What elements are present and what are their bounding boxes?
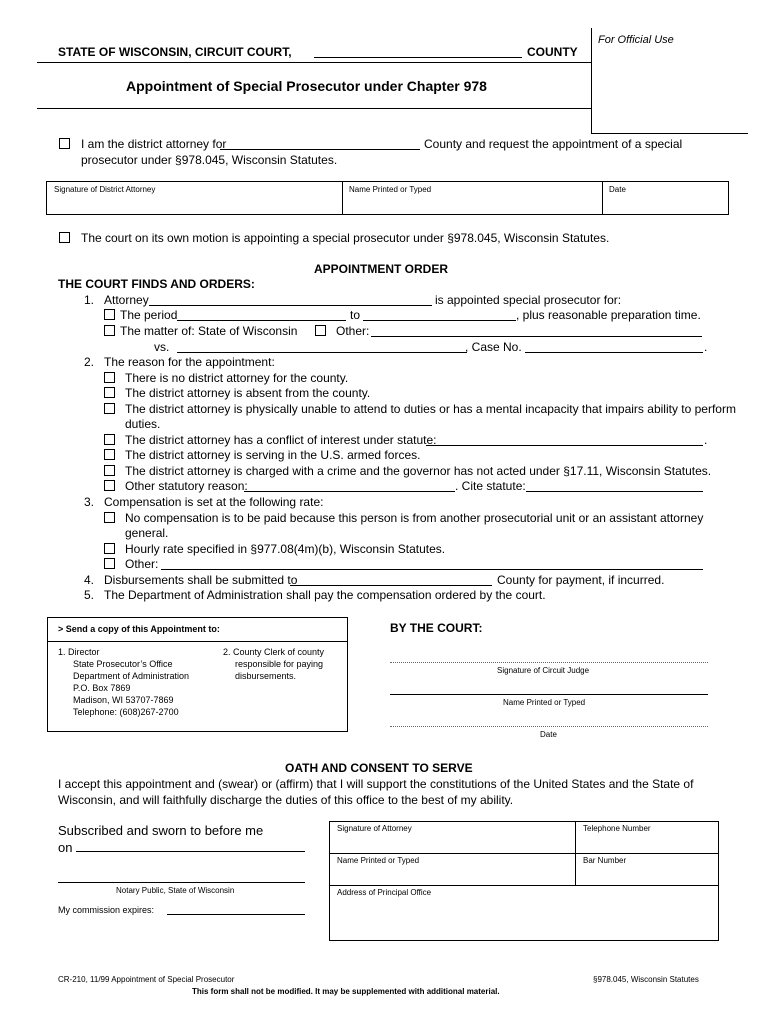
reason-absent-label: The district attorney is absent from the county. <box>125 386 371 400</box>
case-no-period: . <box>704 340 708 354</box>
commission-label: My commission expires: <box>58 905 155 915</box>
official-use-bottom-rule <box>591 133 748 134</box>
appointed-for-label: is appointed special prosecutor for: <box>435 293 622 307</box>
da-request-text-b: County and request the appointment of a special <box>424 137 683 151</box>
send-copy-address-2: State Prosecutor’s Office <box>73 659 173 669</box>
official-use-divider <box>591 28 592 133</box>
attorney-label: Attorney <box>104 293 149 307</box>
period-label: The period <box>120 308 178 322</box>
reason-unable-checkbox[interactable] <box>104 403 115 414</box>
reason-armed-forces-checkbox[interactable] <box>104 449 115 460</box>
da-county-field[interactable] <box>220 149 420 150</box>
send-copy-clerk-2: responsible for paying <box>235 659 324 669</box>
other-compensation-checkbox[interactable] <box>104 558 115 569</box>
notary-label: Notary Public, State of Wisconsin <box>116 886 235 895</box>
preparation-time-label: , plus reasonable preparation time. <box>516 308 701 322</box>
subscribed-on-label: on <box>58 840 73 855</box>
official-use-label: For Official Use <box>598 34 674 46</box>
item4-number: 4. <box>84 573 95 587</box>
item5-number: 5. <box>84 588 95 602</box>
cite-statute-field[interactable] <box>526 491 703 492</box>
judge-name-label: Name Printed or Typed <box>503 698 586 707</box>
reason-charged-label: The district attorney is charged with a crime and the governor has not acted under §17.11, Wisconsin Statutes. <box>125 464 712 478</box>
vs-label: vs. <box>154 340 170 354</box>
form-title: Appointment of Special Prosecutor under Chapter 978 <box>126 78 487 94</box>
other-matter-field[interactable] <box>371 336 702 337</box>
judge-signature-field[interactable] <box>390 662 708 663</box>
case-no-label: , Case No. <box>465 340 522 354</box>
form-id: CR-210, 11/99 Appointment of Special Prosecutor <box>58 975 235 984</box>
court-motion-checkbox[interactable] <box>59 232 70 243</box>
reason-other-label: Other statutory reason: <box>125 479 248 493</box>
by-court-heading: BY THE COURT: <box>390 621 483 635</box>
cite-statute-label: . Cite statute: <box>455 479 526 493</box>
conflict-period: . <box>704 433 708 447</box>
send-copy-address-6: Telephone: (608)267-2700 <box>73 707 179 717</box>
sworn-date-field[interactable] <box>76 851 305 852</box>
send-copy-rule <box>47 641 348 642</box>
matter-of-checkbox[interactable] <box>104 325 115 336</box>
no-compensation-label-cont: general. <box>125 526 169 540</box>
period-to-label: to <box>350 308 361 322</box>
disbursement-county-field[interactable] <box>290 585 492 586</box>
header-rule <box>37 62 591 63</box>
county-label: COUNTY <box>527 45 578 59</box>
send-copy-address-3: Department of Administration <box>73 671 190 681</box>
da-date-field[interactable]: Date <box>609 185 626 194</box>
send-copy-heading: > Send a copy of this Appointment to: <box>58 624 220 634</box>
da-name-field[interactable]: Name Printed or Typed <box>349 185 432 194</box>
reason-unable-label: The district attorney is physically unable to attend to duties or has a mental incapacity that impairs ability to perform <box>125 402 736 416</box>
send-copy-address-1: 1. Director <box>58 647 100 657</box>
attorney-info-table <box>329 821 719 941</box>
bar-number-field[interactable]: Bar Number <box>583 856 627 865</box>
reason-unable-label-cont: duties. <box>125 417 161 431</box>
reason-no-da-checkbox[interactable] <box>104 372 115 383</box>
send-copy-clerk-1: 2. County Clerk of county <box>223 647 325 657</box>
reason-other-checkbox[interactable] <box>104 480 115 491</box>
reason-heading: The reason for the appointment: <box>104 355 275 369</box>
da-request-text-line2: prosecutor under §978.045, Wisconsin Statutes. <box>81 153 338 167</box>
other-reason-field[interactable] <box>244 491 455 492</box>
court-date-label: Date <box>540 730 557 739</box>
reason-armed-forces-label: The district attorney is serving in the U.S. armed forces. <box>125 448 421 462</box>
attorney-name-printed-field[interactable]: Name Printed or Typed <box>337 856 420 865</box>
disbursements-label: Disbursements shall be submitted to <box>104 573 298 587</box>
hourly-rate-label: Hourly rate specified in §977.08(4m)(b), Wisconsin Statutes. <box>125 542 446 556</box>
da-signature-field[interactable]: Signature of District Attorney <box>54 185 156 194</box>
court-motion-text: The court on its own motion is appointing a special prosecutor under §978.045, Wisconsin Statutes. <box>81 231 610 245</box>
hourly-rate-checkbox[interactable] <box>104 543 115 554</box>
other-compensation-field[interactable] <box>161 569 703 570</box>
telephone-field[interactable]: Telephone Number <box>583 824 651 833</box>
attorney-table-divider <box>575 821 576 885</box>
doa-compensation-text: The Department of Administration shall pay the compensation ordered by the court. <box>104 588 546 602</box>
period-checkbox[interactable] <box>104 309 115 320</box>
attorney-name-field[interactable] <box>149 305 432 306</box>
county-name-field[interactable] <box>314 57 522 58</box>
conflict-statute-field[interactable] <box>426 445 703 446</box>
reason-conflict-label: The district attorney has a conflict of interest under statute: <box>125 433 437 447</box>
attorney-signature-field[interactable]: Signature of Attorney <box>337 824 412 833</box>
matter-of-label: The matter of: State of Wisconsin <box>120 324 298 338</box>
da-table-divider-2 <box>602 181 603 215</box>
reason-charged-checkbox[interactable] <box>104 465 115 476</box>
judge-name-field[interactable] <box>390 694 708 695</box>
case-number-field[interactable] <box>525 352 703 353</box>
notary-signature-field[interactable] <box>58 882 305 883</box>
period-end-field[interactable] <box>363 320 516 321</box>
principal-office-address-field[interactable]: Address of Principal Office <box>337 888 432 897</box>
other-matter-checkbox[interactable] <box>315 325 326 336</box>
modification-notice: This form shall not be modified. It may be supplemented with additional material. <box>192 987 500 996</box>
reason-absent-checkbox[interactable] <box>104 387 115 398</box>
da-request-text-a: I am the district attorney for <box>81 137 227 151</box>
attorney-table-rule-2 <box>329 885 719 886</box>
send-copy-clerk-3: disbursements. <box>235 671 297 681</box>
compensation-heading: Compensation is set at the following rate: <box>104 495 324 509</box>
court-header-label: STATE OF WISCONSIN, CIRCUIT COURT, <box>58 45 292 59</box>
oath-text-line1: I accept this appointment and (swear) or (affirm) that I will support the constitutions of the United States and the State of <box>58 777 694 791</box>
attorney-table-rule-1 <box>329 853 719 854</box>
no-compensation-checkbox[interactable] <box>104 512 115 523</box>
reason-conflict-checkbox[interactable] <box>104 434 115 445</box>
defendant-field[interactable] <box>177 352 467 353</box>
statute-reference: §978.045, Wisconsin Statutes <box>593 975 699 984</box>
other-compensation-label: Other: <box>125 557 159 571</box>
court-finds-heading: THE COURT FINDS AND ORDERS: <box>58 277 255 291</box>
reason-no-da-label: There is no district attorney for the county. <box>125 371 349 385</box>
appointment-order-heading: APPOINTMENT ORDER <box>314 262 449 276</box>
disbursements-label-b: County for payment, if incurred. <box>497 573 665 587</box>
da-table-divider-1 <box>342 181 343 215</box>
send-copy-address-5: Madison, WI 53707-7869 <box>73 695 174 705</box>
commission-expires-field[interactable] <box>167 914 305 915</box>
oath-heading: OATH AND CONSENT TO SERVE <box>285 761 473 775</box>
other-matter-label: Other: <box>336 324 370 338</box>
subscribed-label: Subscribed and sworn to before me <box>58 823 264 838</box>
da-request-checkbox[interactable] <box>59 138 70 149</box>
send-copy-address-4: P.O. Box 7869 <box>73 683 131 693</box>
judge-signature-label: Signature of Circuit Judge <box>497 666 590 675</box>
no-compensation-label: No compensation is to be paid because this person is from another prosecutorial unit or an assistant attorney <box>125 511 704 525</box>
period-start-field[interactable] <box>177 320 346 321</box>
court-date-field[interactable] <box>390 726 708 727</box>
item1-number: 1. <box>84 293 95 307</box>
item2-number: 2. <box>84 355 95 369</box>
oath-text-line2: Wisconsin, and will faithfully discharge the duties of this office to the best of my ability. <box>58 793 514 807</box>
item3-number: 3. <box>84 495 95 509</box>
title-rule <box>37 108 591 109</box>
